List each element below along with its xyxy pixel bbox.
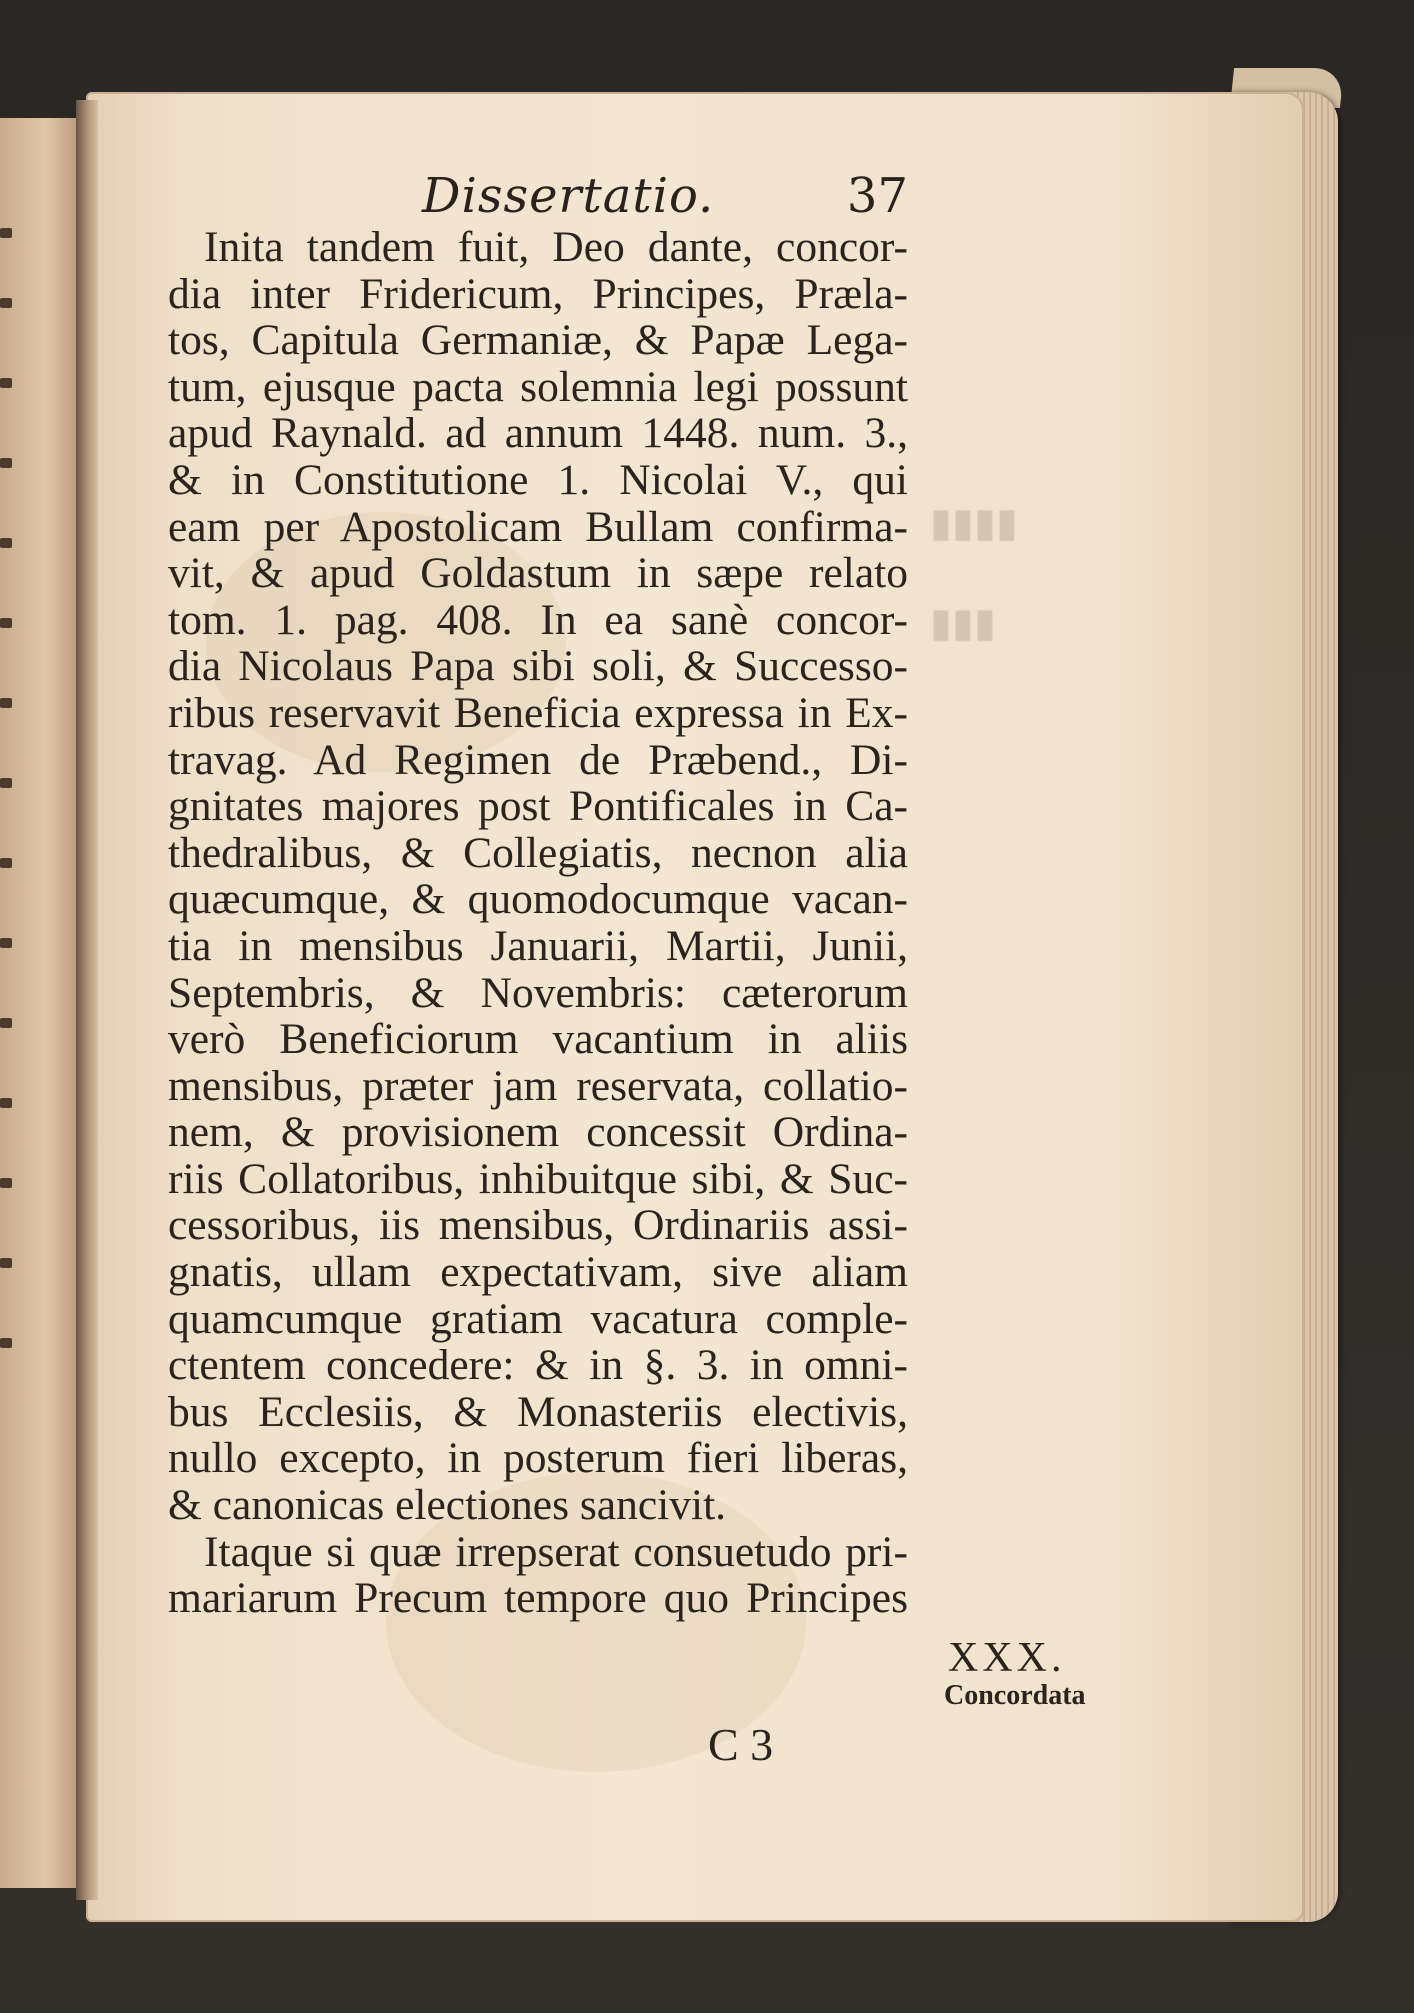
signature-mark: C 3 xyxy=(708,1719,774,1770)
text-line: eam per Apostolicam Bullam confirma- xyxy=(168,502,908,551)
running-head xyxy=(168,168,908,228)
text-line: cessoribus, iis mensibus, Ordinariis assi- xyxy=(168,1201,908,1250)
text-line: bus Ecclesiis, & Monasteriis electivis, xyxy=(168,1387,908,1436)
running-title: Dissertatio. xyxy=(422,168,715,224)
facing-page-text-fragments xyxy=(0,118,16,1888)
text-line: dia Nicolaus Papa sibi soli, & Successo- xyxy=(168,642,908,691)
text-line: apud Raynald. ad annum 1448. num. 3., xyxy=(168,409,908,458)
text-line: riis Collatoribus, inhibuitque sibi, & Suc- xyxy=(168,1154,908,1203)
text-line: quæcumque, & quomodocumque vacan- xyxy=(168,875,908,924)
text-line: gnitates majores post Pontificales in Ca- xyxy=(168,782,908,831)
text-line: quamcumque gratiam vacatura comple- xyxy=(168,1294,908,1343)
margin-note-label: Concordata xyxy=(944,1680,1086,1711)
margin-note-number: XXX. xyxy=(948,1635,1066,1681)
text-line: mensibus, præter jam reservata, collatio- xyxy=(168,1061,908,1110)
text-line: tia in mensibus Januarii, Martii, Junii, xyxy=(168,921,908,970)
text-line: & canonicas electiones sancivit. xyxy=(168,1481,727,1530)
show-through-marks: ▮▮▮▮ xyxy=(930,500,1019,546)
text-line: Septembris, & Novembris: cæterorum xyxy=(168,968,908,1017)
text-line: Itaque si quæ irrepserat consuetudo pri- xyxy=(204,1527,908,1576)
text-line: mariarum Precum tempore quo Principes xyxy=(168,1574,908,1623)
text-line: tos, Capitula Germaniæ, & Papæ Lega- xyxy=(168,316,908,365)
text-line: & in Constitutione 1. Nicolai V., qui xyxy=(168,455,908,504)
text-line: ribus reservavit Beneficia expressa in Ex- xyxy=(168,688,908,737)
page-number: 37 xyxy=(846,168,908,224)
text-line: ctentem concedere: & in §. 3. in omni- xyxy=(168,1341,908,1390)
text-line: tum, ejusque pacta solemnia legi possunt xyxy=(168,362,908,411)
text-line: nullo excepto, in posterum fieri liberas, xyxy=(168,1434,908,1483)
text-line: vit, & apud Goldastum in sæpe relato xyxy=(168,549,908,598)
text-line: gnatis, ullam expectativam, sive aliam xyxy=(168,1248,908,1297)
book-gutter xyxy=(76,100,98,1900)
text-line: nem, & provisionem concessit Ordina- xyxy=(168,1108,908,1157)
show-through-marks: ▮▮▮ xyxy=(930,600,997,646)
text-line: dia inter Fridericum, Principes, Præla- xyxy=(168,269,908,318)
text-line: Inita tandem fuit, Deo dante, concor- xyxy=(204,223,908,271)
text-line: travag. Ad Regimen de Præbend., Di- xyxy=(168,735,908,784)
text-line: thedralibus, & Collegiatis, necnon alia xyxy=(168,828,908,877)
text-line: verò Beneficiorum vacantium in aliis xyxy=(168,1015,908,1064)
text-line: tom. 1. pag. 408. In ea sanè concor- xyxy=(168,595,908,644)
main-text xyxy=(168,224,908,1622)
facing-page-edge xyxy=(0,118,85,1888)
